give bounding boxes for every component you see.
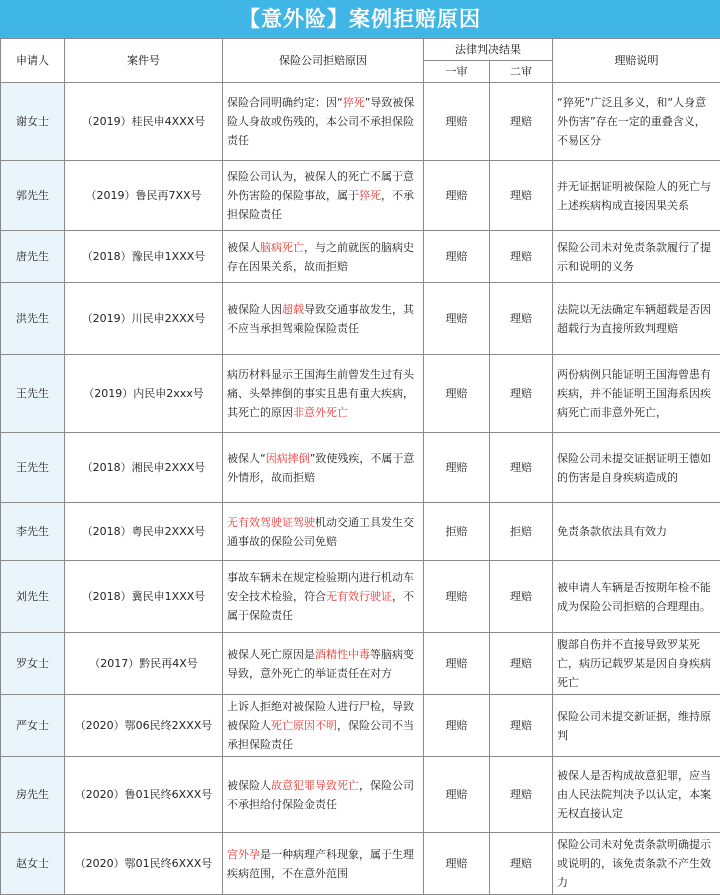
applicant-cell: 王先生 xyxy=(1,433,65,503)
refusal-reason-cell xyxy=(223,433,424,503)
claim-note-cell xyxy=(553,633,720,695)
table-row xyxy=(1,355,720,433)
case-number-cell: （2019）川民申2XXX号 xyxy=(65,283,223,355)
second-instance-cell: 拒赔 xyxy=(490,503,553,561)
first-instance-cell: 理赔 xyxy=(424,161,490,231)
table-row xyxy=(1,561,720,633)
highlighted-reason: 宫外孕 xyxy=(227,848,260,861)
table-row xyxy=(1,433,720,503)
second-instance-cell: 理赔 xyxy=(490,633,553,695)
reason-text: ，保险公司不当承担保险责任 xyxy=(227,719,414,751)
applicant-cell: 李先生 xyxy=(1,503,65,561)
second-instance-cell: 理赔 xyxy=(490,757,553,833)
highlighted-reason: 故意犯罪导致死亡 xyxy=(271,779,359,792)
refusal-reason-cell xyxy=(223,503,424,561)
header-applicant: 申请人 xyxy=(1,39,65,83)
case-number-cell: （2020）鄂01民终6XXX号 xyxy=(65,833,223,895)
table-row xyxy=(1,695,720,757)
claim-note-cell xyxy=(553,503,720,561)
case-number-cell: （2019）内民申2xxx号 xyxy=(65,355,223,433)
reason-text: 是一种病理产科现象，属于生理疾病范围，不在意外范围 xyxy=(227,848,414,880)
refusal-reason-cell xyxy=(223,695,424,757)
table-row xyxy=(1,833,720,895)
first-instance-cell: 理赔 xyxy=(424,833,490,895)
header-note: 理赔说明 xyxy=(553,39,720,83)
case-number-cell: （2018）湘民申2XXX号 xyxy=(65,433,223,503)
table-row xyxy=(1,83,720,161)
claim-note-cell xyxy=(553,161,720,231)
highlighted-reason: 无有效行驶证 xyxy=(326,590,392,603)
applicant-cell: 赵女士 xyxy=(1,833,65,895)
reason-text: ，不承担保险责任 xyxy=(227,189,414,221)
first-instance-cell: 理赔 xyxy=(424,757,490,833)
table-row xyxy=(1,633,720,695)
applicant-cell: 谢女士 xyxy=(1,83,65,161)
header-case-no: 案件号 xyxy=(65,39,223,83)
refusal-reason-cell xyxy=(223,633,424,695)
highlighted-reason: 非意外死亡 xyxy=(293,406,348,419)
first-instance-cell: 理赔 xyxy=(424,695,490,757)
table-row xyxy=(1,283,720,355)
applicant-cell: 郭先生 xyxy=(1,161,65,231)
reason-text: 病历材料显示王国海生前曾发生过有头痛、头晕摔倒的事实且患有重大疾病，其死亡的原因 xyxy=(227,368,414,419)
reason-text: 保险公司认为，被保人的死亡不属于意外伤害险的保险事故，属于 xyxy=(227,170,414,202)
refusal-reason-cell xyxy=(223,161,424,231)
case-number-cell: （2018）冀民申1XXX号 xyxy=(65,561,223,633)
note-text: 被申请人车辆是否按期年检不能成为保险公司拒赔的合理理由。 xyxy=(557,581,711,613)
second-instance-cell: 理赔 xyxy=(490,283,553,355)
refusal-reason-cell xyxy=(223,833,424,895)
first-instance-cell: 理赔 xyxy=(424,83,490,161)
claim-note-cell xyxy=(553,695,720,757)
applicant-cell: 洪先生 xyxy=(1,283,65,355)
highlighted-reason: 脑病死亡 xyxy=(260,241,304,254)
highlighted-reason: 因病摔倒 xyxy=(266,452,310,465)
table-header xyxy=(1,39,720,83)
table-row xyxy=(1,231,720,283)
refusal-reason-cell xyxy=(223,561,424,633)
table-body xyxy=(1,83,720,895)
reason-text: 机动交通工具发生交通事故的保险公司免赔 xyxy=(227,516,414,548)
highlighted-reason: 死亡原因不明 xyxy=(271,719,337,732)
applicant-cell: 唐先生 xyxy=(1,231,65,283)
claim-note-cell xyxy=(553,833,720,895)
table-row xyxy=(1,503,720,561)
reason-text: ”导致被保险人身故或伤残的，本公司不承担保险责任 xyxy=(227,96,414,147)
second-instance-cell: 理赔 xyxy=(490,833,553,895)
second-instance-cell: 理赔 xyxy=(490,561,553,633)
claims-table xyxy=(0,38,720,895)
highlighted-reason: 无有效驾驶证驾驶 xyxy=(227,516,315,529)
applicant-cell: 罗女士 xyxy=(1,633,65,695)
reason-text: 导致交通事故发生，其不应当承担驾乘险保险责任 xyxy=(227,303,414,335)
claim-note-cell xyxy=(553,561,720,633)
page-title: 【意外险】案例拒赔原因 xyxy=(0,0,720,38)
claim-note-cell xyxy=(553,757,720,833)
first-instance-cell: 理赔 xyxy=(424,283,490,355)
second-instance-cell: 理赔 xyxy=(490,433,553,503)
second-instance-cell: 理赔 xyxy=(490,355,553,433)
note-text: 保险公司未对免责条款明确提示或说明的，该免责条款不产生效力 xyxy=(557,838,711,889)
case-number-cell: （2018）豫民申1XXX号 xyxy=(65,231,223,283)
table-row xyxy=(1,757,720,833)
reason-text: 上诉人拒绝对被保险人进行尸检，导致被保险人 xyxy=(227,700,414,732)
header-reason: 保险公司拒赔原因 xyxy=(223,39,424,83)
note-text: 法院以无法确定车辆超载是否因超载行为直接所致判理赔 xyxy=(557,303,711,335)
case-number-cell: （2017）黔民再4X号 xyxy=(65,633,223,695)
case-number-cell: （2020）鲁01民终6XXX号 xyxy=(65,757,223,833)
reason-text: ，与之前就医的脑病史存在因果关系，故而拒赔 xyxy=(227,241,414,273)
reason-text: 被保险人因 xyxy=(227,303,282,316)
reason-text: 被保人死亡原因是 xyxy=(227,648,315,661)
second-instance-cell: 理赔 xyxy=(490,83,553,161)
highlighted-reason: 猝死 xyxy=(359,189,381,202)
claim-note-cell xyxy=(553,283,720,355)
header-second-instance: 二审 xyxy=(490,61,553,83)
refusal-reason-cell xyxy=(223,355,424,433)
first-instance-cell: 理赔 xyxy=(424,561,490,633)
reason-text: 被保人“ xyxy=(227,452,266,465)
second-instance-cell: 理赔 xyxy=(490,161,553,231)
reason-text: ，不属于保险责任 xyxy=(227,590,414,622)
note-text: 两份病例只能证明王国海曾患有疾病，并不能证明王国海系因疾病死亡而非意外死亡， xyxy=(557,368,711,419)
header-first-instance: 一审 xyxy=(424,61,490,83)
first-instance-cell: 拒赔 xyxy=(424,503,490,561)
case-number-cell: （2020）鄂06民终2XXX号 xyxy=(65,695,223,757)
first-instance-cell: 理赔 xyxy=(424,231,490,283)
claim-note-cell xyxy=(553,433,720,503)
first-instance-cell: 理赔 xyxy=(424,433,490,503)
reason-text: ，保险公司不承担给付保险金责任 xyxy=(227,779,414,811)
case-number-cell: （2018）粤民申2XXX号 xyxy=(65,503,223,561)
reason-text: 保险合同明确约定：因“ xyxy=(227,96,343,109)
claim-note-cell xyxy=(553,355,720,433)
second-instance-cell: 理赔 xyxy=(490,695,553,757)
refusal-reason-cell xyxy=(223,283,424,355)
highlighted-reason: 超载 xyxy=(282,303,304,316)
first-instance-cell: 理赔 xyxy=(424,355,490,433)
case-number-cell: （2019）桂民申4XXX号 xyxy=(65,83,223,161)
note-text: “猝死”广泛且多义，和“人身意外伤害”存在一定的重叠含义，不易区分 xyxy=(557,96,706,147)
reason-text: 被保人 xyxy=(227,241,260,254)
note-text: 腹部自伤并不直接导致罗某死亡，病历记载罗某是因自身疾病死亡 xyxy=(557,638,711,689)
reason-text: 被保险人 xyxy=(227,779,271,792)
note-text: 保险公司未对免责条款履行了提示和说明的义务 xyxy=(557,241,711,273)
applicant-cell: 严女士 xyxy=(1,695,65,757)
claim-note-cell xyxy=(553,231,720,283)
applicant-cell: 王先生 xyxy=(1,355,65,433)
note-text: 保险公司未提交证据证明王德如的伤害是自身疾病造成的 xyxy=(557,452,711,484)
note-text: 免责条款依法具有效力 xyxy=(557,525,667,538)
refusal-reason-cell xyxy=(223,757,424,833)
note-text: 并无证据证明被保险人的死亡与上述疾病构成直接因果关系 xyxy=(557,180,711,212)
applicant-cell: 刘先生 xyxy=(1,561,65,633)
claim-note-cell xyxy=(553,83,720,161)
applicant-cell: 房先生 xyxy=(1,757,65,833)
header-judgment: 法律判决结果 xyxy=(424,39,553,61)
note-text: 被保人是否构成故意犯罪，应当由人民法院判决予以认定，本案无权直接认定 xyxy=(557,769,711,820)
reason-text: 等脑病变导致，意外死亡的举证责任在对方 xyxy=(227,648,414,680)
note-text: 保险公司未提交新证据，维持原判 xyxy=(557,710,711,742)
refusal-reason-cell xyxy=(223,83,424,161)
reason-text: 事故车辆未在规定检验期内进行机动车安全技术检验，符合 xyxy=(227,571,414,603)
case-number-cell: （2019）鲁民再7XX号 xyxy=(65,161,223,231)
highlighted-reason: 酒精性中毒 xyxy=(315,648,370,661)
reason-text: ”致使残疾，不属于意外情形，故而拒赔 xyxy=(227,452,414,484)
second-instance-cell: 理赔 xyxy=(490,231,553,283)
first-instance-cell: 理赔 xyxy=(424,633,490,695)
refusal-reason-cell xyxy=(223,231,424,283)
highlighted-reason: 猝死 xyxy=(343,96,365,109)
table-row xyxy=(1,161,720,231)
